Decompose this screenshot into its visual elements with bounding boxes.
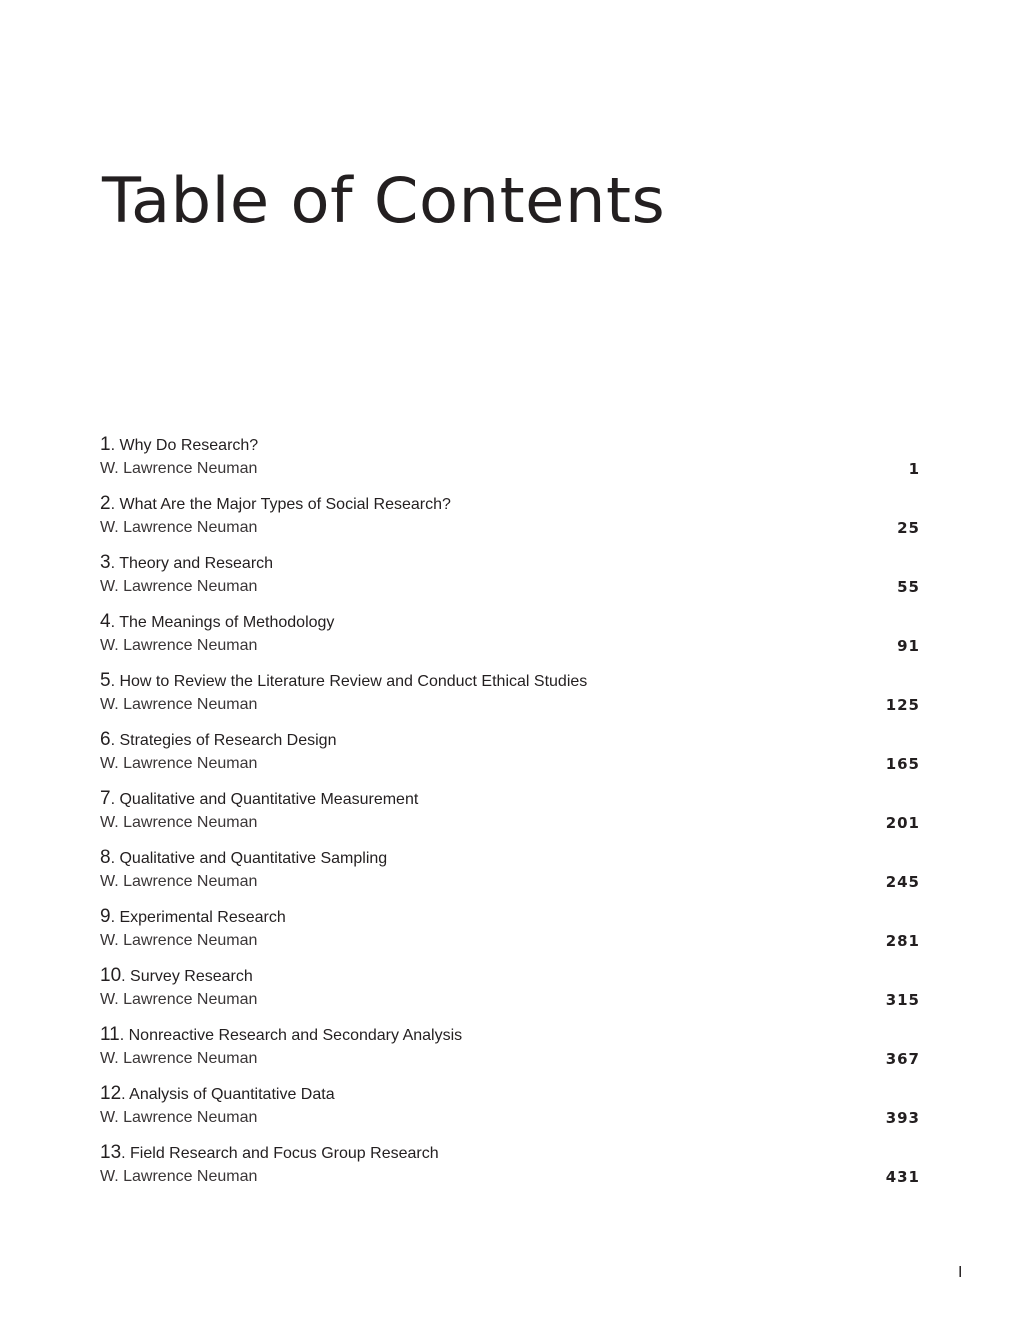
entry-author: W. Lawrence Neuman: [100, 1050, 258, 1067]
entry-title: 7. Qualitative and Quantitative Measurement: [100, 788, 419, 809]
entry-title: 9. Experimental Research: [100, 906, 286, 927]
entry-number: 12: [100, 1083, 122, 1104]
entry-page-number: 55: [897, 578, 920, 596]
entry-author: W. Lawrence Neuman: [100, 637, 258, 654]
toc-entry[interactable]: [100, 611, 922, 670]
entry-title-text: Nonreactive Research and Secondary Analysis: [128, 1027, 463, 1044]
entry-page-number: 281: [885, 932, 920, 950]
entry-title-text: Experimental Research: [119, 909, 286, 926]
entry-author: W. Lawrence Neuman: [100, 932, 258, 949]
entry-page-number: 165: [885, 755, 920, 773]
entry-number: 10: [100, 965, 122, 986]
entry-page-number: 91: [897, 637, 920, 655]
entry-author: W. Lawrence Neuman: [100, 755, 258, 772]
page-folio: I: [958, 1264, 963, 1281]
entry-author: W. Lawrence Neuman: [100, 991, 258, 1008]
entry-title-text: Analysis of Quantitative Data: [129, 1086, 335, 1103]
entry-page-number: 367: [885, 1050, 920, 1068]
toc-entry[interactable]: [100, 1083, 922, 1142]
table-of-contents: [100, 434, 922, 1201]
entry-title: 1. Why Do Research?: [100, 434, 259, 455]
entry-number: 13: [100, 1142, 122, 1163]
entry-author: W. Lawrence Neuman: [100, 873, 258, 890]
entry-author: W. Lawrence Neuman: [100, 1168, 258, 1185]
entry-number: 4: [100, 611, 111, 632]
entry-title: 2. What Are the Major Types of Social Research?: [100, 493, 451, 514]
entry-title: 4. The Meanings of Methodology: [100, 611, 335, 632]
entry-title-text: Field Research and Focus Group Research: [130, 1145, 439, 1162]
entry-number: 2: [100, 493, 111, 514]
entry-title: 5. How to Review the Literature Review and Conduct Ethical Studies: [100, 670, 588, 691]
entry-title-text: Qualitative and Quantitative Sampling: [119, 850, 388, 867]
toc-entry[interactable]: [100, 847, 922, 906]
toc-entry[interactable]: [100, 729, 922, 788]
page-title: Table of Contents: [102, 164, 666, 237]
entry-title: 11. Nonreactive Research and Secondary Analysis: [100, 1024, 463, 1045]
entry-title-text: Qualitative and Quantitative Measurement: [119, 791, 419, 808]
entry-title: 13. Field Research and Focus Group Research: [100, 1142, 439, 1163]
toc-entry[interactable]: [100, 788, 922, 847]
toc-entry[interactable]: [100, 552, 922, 611]
entry-number: 1: [100, 434, 111, 455]
entry-author: W. Lawrence Neuman: [100, 519, 258, 536]
entry-page-number: 431: [885, 1168, 920, 1186]
entry-page-number: 1: [908, 460, 920, 478]
entry-title: 8. Qualitative and Quantitative Sampling: [100, 847, 388, 868]
entry-title: 12. Analysis of Quantitative Data: [100, 1083, 335, 1104]
entry-author: W. Lawrence Neuman: [100, 460, 258, 477]
entry-page-number: 125: [885, 696, 920, 714]
entry-number: 9: [100, 906, 111, 927]
entry-author: W. Lawrence Neuman: [100, 578, 258, 595]
entry-title-text: Survey Research: [130, 968, 253, 985]
toc-entry[interactable]: [100, 493, 922, 552]
entry-page-number: 201: [885, 814, 920, 832]
entry-number: 7: [100, 788, 111, 809]
entry-page-number: 315: [885, 991, 920, 1009]
toc-entry[interactable]: [100, 670, 922, 729]
entry-title-text: The Meanings of Methodology: [119, 614, 335, 631]
toc-entry[interactable]: [100, 906, 922, 965]
entry-page-number: 245: [885, 873, 920, 891]
entry-number: 6: [100, 729, 111, 750]
entry-author: W. Lawrence Neuman: [100, 1109, 258, 1126]
entry-author: W. Lawrence Neuman: [100, 814, 258, 831]
entry-title-text: What Are the Major Types of Social Research?: [119, 496, 451, 513]
entry-number: 8: [100, 847, 111, 868]
toc-entry[interactable]: [100, 1024, 922, 1083]
entry-number: 11: [100, 1024, 120, 1045]
entry-number: 5: [100, 670, 111, 691]
entry-number: 3: [100, 552, 111, 573]
entry-author: W. Lawrence Neuman: [100, 696, 258, 713]
entry-title-text: How to Review the Literature Review and Conduct Ethical Studies: [119, 673, 588, 690]
entry-title-text: Strategies of Research Design: [119, 732, 337, 749]
entry-title: 10. Survey Research: [100, 965, 253, 986]
toc-entry[interactable]: [100, 434, 922, 493]
entry-title-text: Theory and Research: [119, 555, 274, 572]
entry-page-number: 25: [897, 519, 920, 537]
toc-entry[interactable]: [100, 1142, 922, 1201]
entry-page-number: 393: [885, 1109, 920, 1127]
toc-entry[interactable]: [100, 965, 922, 1024]
entry-title: 6. Strategies of Research Design: [100, 729, 337, 750]
entry-title: 3. Theory and Research: [100, 552, 274, 573]
entry-title-text: Why Do Research?: [119, 437, 259, 454]
